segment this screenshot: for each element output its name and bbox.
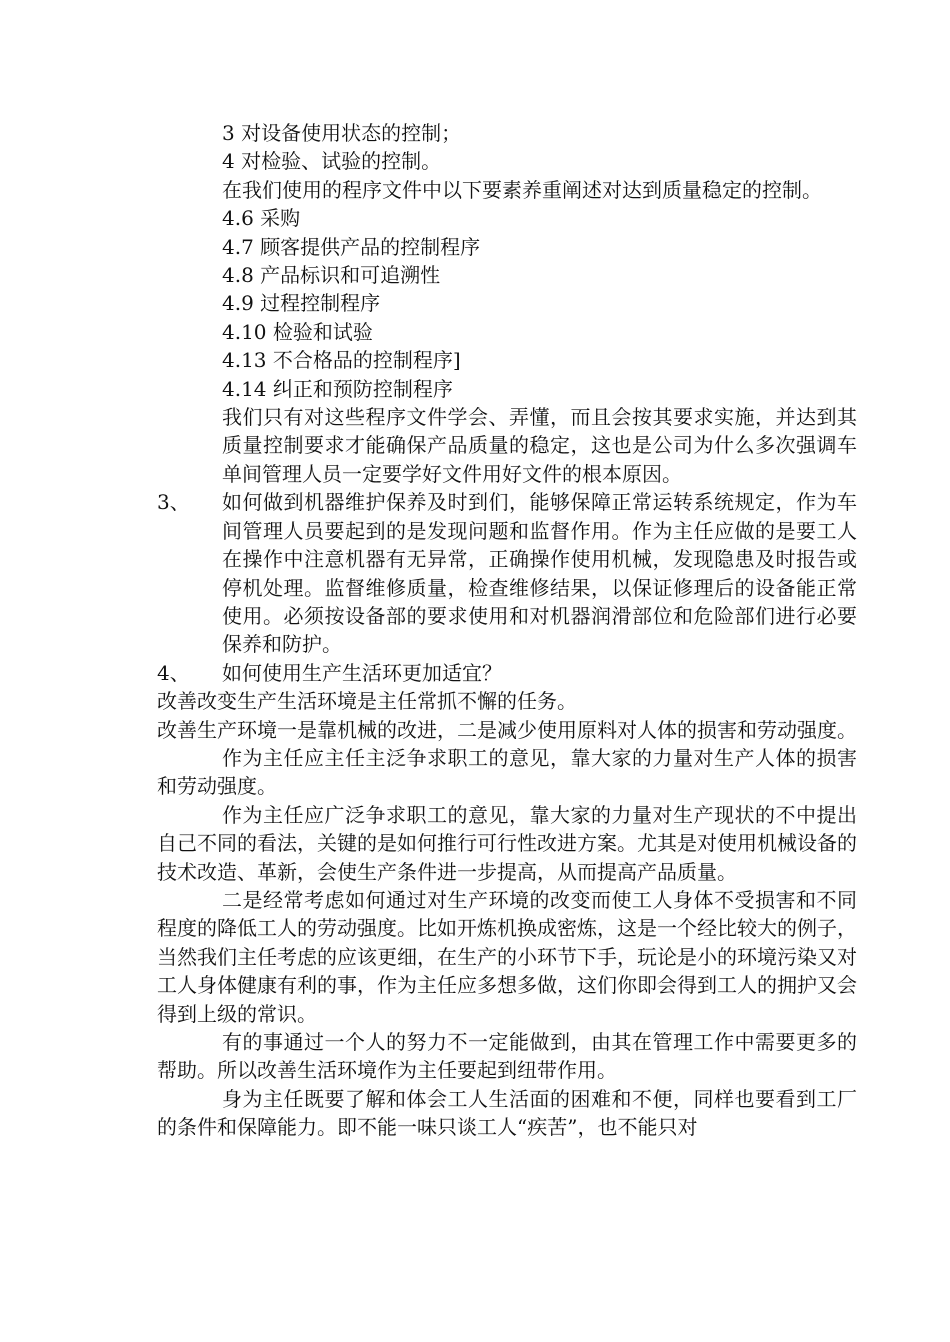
documents-paragraph: 我们只有对这些程序文件学会、弄懂，而且会按其要求实施，并达到其质量控制要求才能确保产品质量的稳定，这也是公司为什么多次强调车单间管理人员一定要学好文件用好文件的根本原因。 <box>222 405 857 486</box>
document-body <box>157 119 857 1142</box>
paragraph: 改善改变生产生活环境是主任常抓不懈的任务。 <box>157 689 577 714</box>
list-line-3: 3 对设备使用状态的控制； <box>222 121 462 145</box>
intro-paragraph: 在我们使用的程序文件中以下要素养重阐述对达到质量稳定的控制。 <box>222 177 822 202</box>
procedure-item: 4.9 过程控制程序 <box>222 291 381 316</box>
procedure-item: 4.8 产品标识和可追溯性 <box>222 263 441 288</box>
paragraph: 作为主任应广泛争求职工的意见，靠大家的力量对生产现状的不中提出自己不同的看法，关键的是如何推行可行性改进方案。尤其是对使用机械设备的技术改造、革新，会使生产条件进一步提高，从而提高产品质量。 <box>157 802 857 884</box>
paragraph: 身为主任既要了解和体会工人生活面的困难和不便，同样也要看到工厂的条件和保障能力。即不能一味只谈工人“疾苦”，也不能只对 <box>157 1086 857 1140</box>
section-3 <box>157 488 857 658</box>
procedure-item: 4.14 纠正和预防控制程序 <box>222 376 453 401</box>
section-text: 如何做到机器维护保养及时到们，能够保障正常运转系统规定，作为车间管理人员要起到的是发现问题和监督作用。作为主任应做的是要工人在操作中注意机器有无异常，正确操作使用机械，发现隐患及时报告或停机处理。监督维修质量，检查维修结果，以保证修理后的设备能正常使用。必须按设备部的要求使用和对机器润滑部位和危险部们进行必要保养和防护。 <box>222 490 857 657</box>
section-number: 4、 <box>157 660 190 685</box>
section-4 <box>157 659 857 687</box>
paragraph: 改善生产环境一是靠机械的改进，二是减少使用原料对人体的损害和劳动强度。 <box>157 717 857 742</box>
section-text: 如何使用生产生活环更加适宜？ <box>222 660 502 685</box>
list-line-4: 4 对检验、试验的控制。 <box>222 149 442 174</box>
paragraph: 二是经常考虑如何通过对生产环境的改变而使工人身体不受损害和不同程度的降低工人的劳动强度。比如开炼机换成密炼，这是一个经比较大的例子，当然我们主任考虑的应该更细，在生产的小环节下手，玩论是小的环境污染又对工人身体健康有利的事，作为主任应多想多做，这们你即会得到工人的拥护又会得到上级的常识。 <box>157 887 857 1026</box>
section-number: 3、 <box>157 490 190 515</box>
procedure-item: 4.10 检验和试验 <box>222 319 373 344</box>
paragraph: 作为主任应主任主泛争求职工的意见，靠大家的力量对生产人体的损害和劳动强度。 <box>157 745 857 799</box>
procedure-item: 4.6 采购 <box>222 206 301 231</box>
paragraph: 有的事通过一个人的努力不一定能做到，由其在管理工作中需要更多的帮助。所以改善生活环境作为主任要起到纽带作用。 <box>157 1030 857 1083</box>
procedure-item: 4.13 不合格品的控制程序] <box>222 348 461 373</box>
procedure-item: 4.7 顾客提供产品的控制程序 <box>222 234 481 259</box>
